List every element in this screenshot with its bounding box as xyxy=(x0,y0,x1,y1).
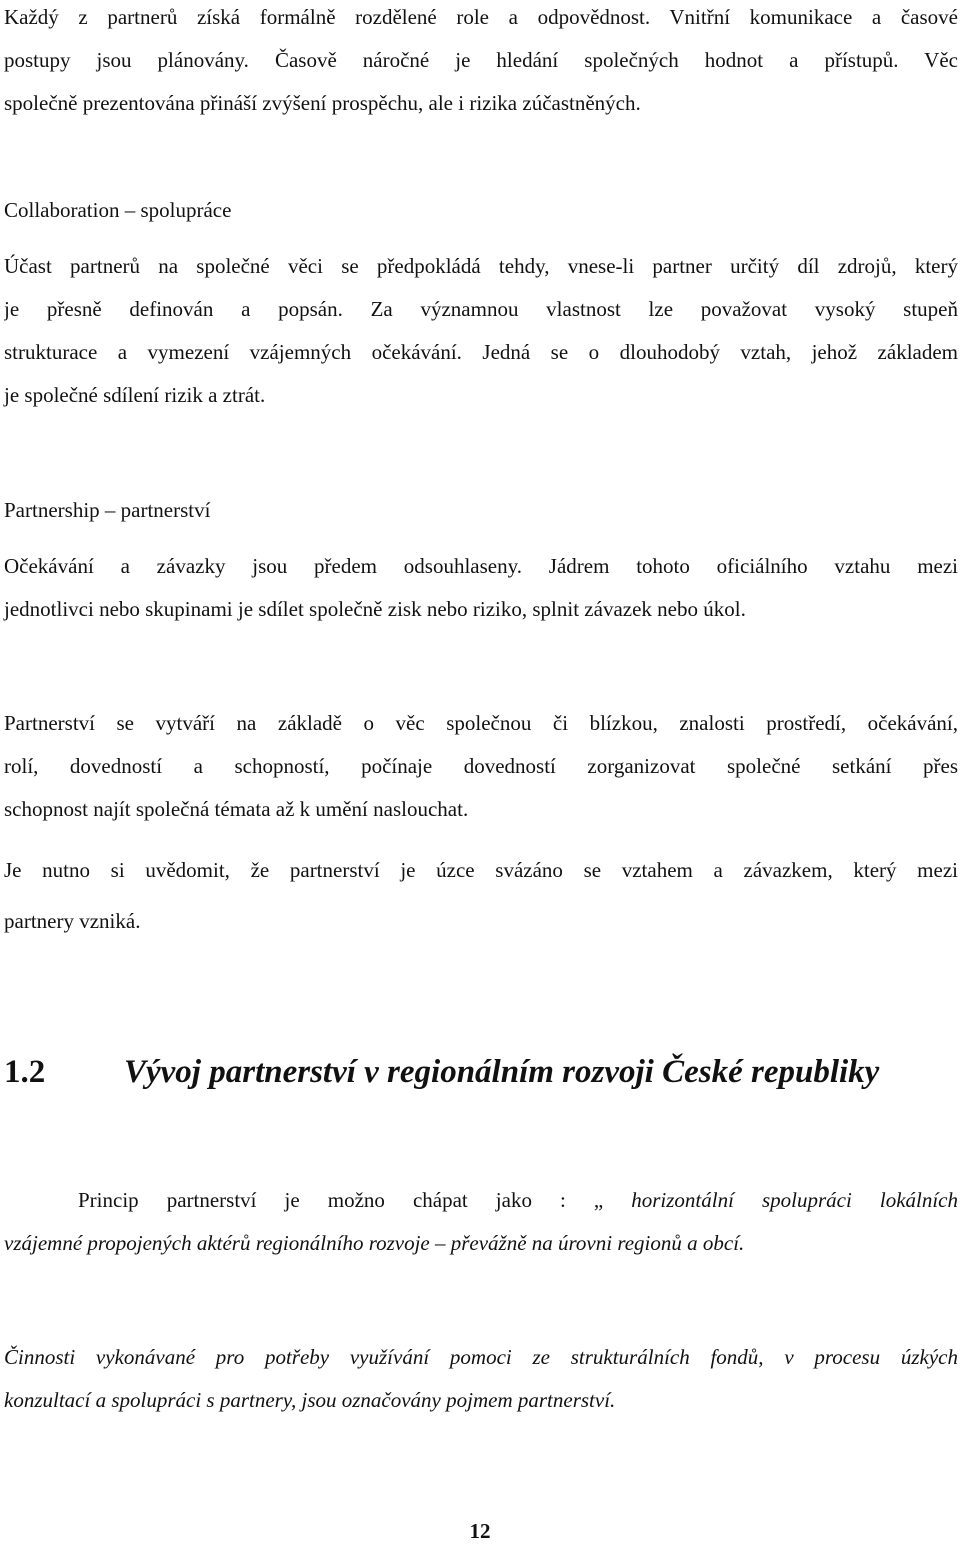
awareness-line-1: Je nutno si uvědomit, že partnerství je úzce svázáno se vztahem a závazkem, který mezi xyxy=(4,858,958,882)
basis-line-3: schopnost najít společná témata až k umění naslouchat. xyxy=(4,797,469,821)
intro-line-3: společně prezentována přináší zvýšení prospěchu, ale i rizika zúčastněných. xyxy=(4,91,641,115)
partnerstvi-basis-paragraph xyxy=(4,702,958,831)
section-title: Vývoj partnerství v regionálním rozvoji České republiky xyxy=(124,1054,880,1090)
collaboration-line-3: strukturace a vymezení vzájemných očekávání. Jedná se o dlouhodobý vztah, jehož základem xyxy=(4,340,958,364)
principle-paragraph xyxy=(4,1179,958,1265)
activities-line-1: Činnosti vykonávané pro potřeby využívání pomoci ze strukturálních fondů, v procesu úzkých xyxy=(4,1345,958,1369)
collaboration-heading: Collaboration – spolupráce xyxy=(4,198,232,222)
principle-line-2: vzájemné propojených aktérů regionálního rozvoje – převážně na úrovni regionů a obcí. xyxy=(4,1231,745,1255)
partnership-paragraph xyxy=(4,545,958,631)
basis-line-1: Partnerství se vytváří na základě o věc společnou či blízkou, znalosti prostředí, očekávání, xyxy=(4,711,958,735)
activities-line-2: konzultací a spolupráci s partnery, jsou označovány pojmem partnerství. xyxy=(4,1388,616,1412)
page-number: 12 xyxy=(469,1519,491,1543)
partnership-line-2: jednotlivci nebo skupinami je sdílet společně zisk nebo riziko, splnit závazek nebo úkol. xyxy=(4,597,746,621)
awareness-line-2: partnery vzniká. xyxy=(4,909,141,933)
collaboration-line-4: je společné sdílení rizik a ztrát. xyxy=(4,383,266,407)
intro-paragraph xyxy=(4,0,958,125)
awareness-paragraph xyxy=(4,845,958,947)
collaboration-line-1: Účast partnerů na společné věci se předpokládá tehdy, vnese-li partner určitý díl zdrojů, který xyxy=(4,254,958,278)
section-number: 1.2 xyxy=(4,1054,46,1090)
intro-line-2: postupy jsou plánovány. Časově náročné je hledání společných hodnot a přístupů. Věc xyxy=(4,48,958,72)
basis-line-2: rolí, dovedností a schopností, počínaje dovedností zorganizovat společné setkání přes xyxy=(4,754,958,778)
collaboration-line-2: je přesně definován a popsán. Za významnou vlastnost lze považovat vysoký stupeň xyxy=(4,297,958,321)
intro-line-1: Každý z partnerů získá formálně rozdělené role a odpovědnost. Vnitřní komunikace a časové xyxy=(4,5,958,29)
activities-paragraph xyxy=(4,1336,958,1422)
collaboration-paragraph xyxy=(4,245,958,417)
partnership-line-1: Očekávání a závazky jsou předem odsouhlaseny. Jádrem tohoto oficiálního vztahu mezi xyxy=(4,554,958,578)
partnership-heading: Partnership – partnerství xyxy=(4,498,211,522)
principle-line-1 xyxy=(4,1179,958,1222)
principle-italic-text: horizontální spolupráci lokálních xyxy=(631,1188,958,1212)
principle-regular-text: Princip partnerství je možno chápat jako : „ xyxy=(78,1188,604,1212)
section-heading xyxy=(4,1044,879,1100)
